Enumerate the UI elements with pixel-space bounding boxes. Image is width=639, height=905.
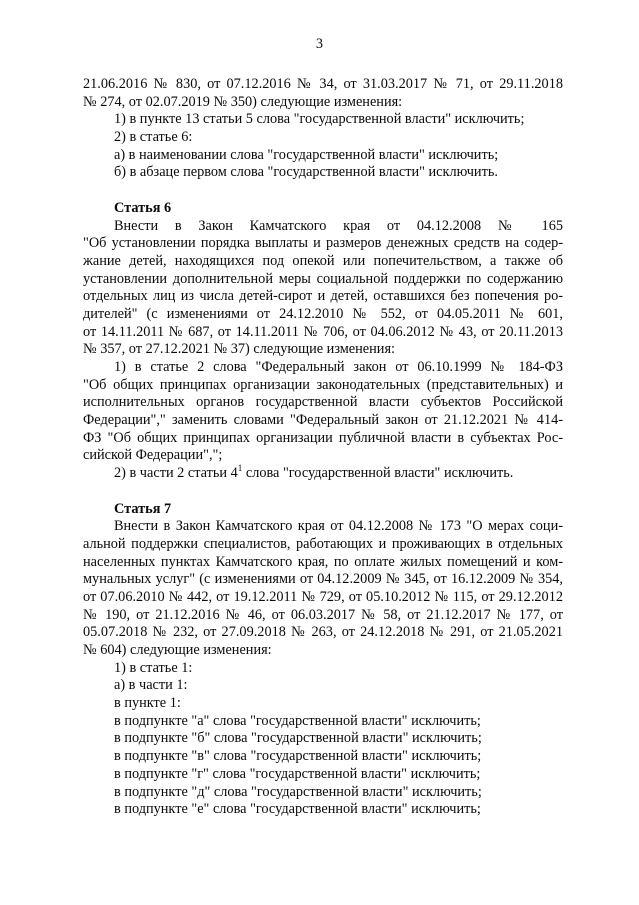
article-6-item-2 <box>83 465 563 483</box>
article-6-item-1-line: Федерации"," заменить словами "Федеральный закон от 21.12.2021 № 414- <box>83 412 563 429</box>
article-7-item: а) в части 1: <box>114 677 188 694</box>
article-6-paragraph-line: установлении дополнительной меры социальной поддержки по содержанию <box>83 270 563 287</box>
article-6-paragraph-line: отдельных лиц из числа детей-сирот и детей, оставшихся без попечения ро- <box>83 288 563 305</box>
article-7-paragraph-line: альной поддержки специалистов, работающих и проживающих в отдельных <box>83 535 563 552</box>
article-7-heading: Статья 7 <box>114 500 172 517</box>
article-6-paragraph-line: "Об установлении порядка выплаты и размеров денежных средств на содер- <box>83 235 563 252</box>
article-7-item: в подпункте "в" слова "государственной власти" исключить; <box>114 748 482 765</box>
article-6-item-2-text-rest: слова "государственной власти" исключить. <box>242 465 514 482</box>
intro-item: 2) в статье 6: <box>114 129 193 146</box>
article-6-paragraph-line: жание детей, находящихся под опекой или попечительством, а также об <box>83 252 563 269</box>
article-6-item-2-superscript: 1 <box>237 463 243 474</box>
article-7-item: в подпункте "е" слова "государственной власти" исключить; <box>114 801 481 818</box>
article-7-paragraph-line: № 190, от 21.12.2016 № 46, от 06.03.2017 № 58, от 21.12.2017 № 177, от <box>83 606 563 623</box>
article-7-paragraph-line: 05.07.2018 № 232, от 27.09.2018 № 263, от 24.12.2018 № 291, от 21.05.2021 <box>83 624 563 641</box>
article-7-item: в подпункте "д" слова "государственной власти" исключить; <box>114 783 482 800</box>
article-7-paragraph-line: населенных пунктах Камчатского края, по оплате жилых помещений и ком- <box>83 553 563 570</box>
intro-item: б) в абзаце первом слова "государственной власти" исключить. <box>114 164 498 181</box>
article-7-item: 1) в статье 1: <box>114 659 193 676</box>
article-7-paragraph-line: Внести в Закон Камчатского края от 04.12.2008 № 173 "О мерах соци- <box>114 518 563 535</box>
article-6-paragraph-line: от 14.11.2011 № 687, от 14.11.2011 № 706, от 04.06.2012 № 43, от 20.11.2013 <box>83 323 563 340</box>
article-7-item: в подпункте "б" слова "государственной власти" исключить; <box>114 730 482 747</box>
page-number: 3 <box>315 36 324 52</box>
intro-line: № 274, от 02.07.2019 № 350) следующие изменения: <box>83 93 403 110</box>
article-6-item-1-line: ФЗ "Об общих принципах организации публичной власти в субъектах Рос- <box>83 429 563 446</box>
article-6-item-1-line: 1) в статье 2 слова "Федеральный закон от 06.10.1999 № 184-ФЗ <box>114 359 563 375</box>
article-7-item: в подпункте "а" слова "государственной власти" исключить; <box>114 712 481 729</box>
article-6-item-1-line: "Об общих принципах организации законодательных (представительных) и <box>83 376 563 393</box>
article-7-item: в подпункте "г" слова "государственной власти" исключить; <box>114 765 481 782</box>
paragraph-spacer <box>83 483 563 501</box>
intro-item: а) в наименовании слова "государственной власти" исключить; <box>114 146 499 163</box>
article-6-paragraph-line: Внести в Закон Камчатского края от 04.12.2008 № 165 <box>114 217 563 234</box>
article-7-paragraph-line: от 07.06.2010 № 442, от 19.12.2011 № 729, от 05.10.2012 № 115, от 29.12.2012 <box>83 588 563 605</box>
article-6-heading: Статья 6 <box>114 199 172 216</box>
article-7-item: в пункте 1: <box>114 695 181 712</box>
article-6-paragraph-line: дителей" (с изменениями от 24.12.2010 № 552, от 04.05.2011 № 601, <box>83 305 563 322</box>
document-body <box>83 76 563 819</box>
article-6-item-1-line: сийской Федерации","; <box>83 447 223 464</box>
article-6-item-2-text: 2) в части 2 статьи 4 <box>114 465 238 482</box>
intro-line: 21.06.2016 № 830, от 07.12.2016 № 34, от 31.03.2017 № 71, от 29.11.2018 <box>83 76 563 92</box>
intro-item: 1) в пункте 13 статьи 5 слова "государственной власти" исключить; <box>114 111 525 128</box>
paragraph-spacer <box>83 182 563 200</box>
article-6-item-1-line: исполнительных органов государственной власти субъектов Российской <box>83 394 563 411</box>
article-7-paragraph-line: мунальных услуг" (с изменениями от 04.12.2009 № 345, от 16.12.2009 № 354, <box>83 571 563 588</box>
article-7-paragraph-line: № 604) следующие изменения: <box>83 642 272 658</box>
article-6-paragraph-line: № 357, от 27.12.2021 № 37) следующие изменения: <box>83 341 396 358</box>
